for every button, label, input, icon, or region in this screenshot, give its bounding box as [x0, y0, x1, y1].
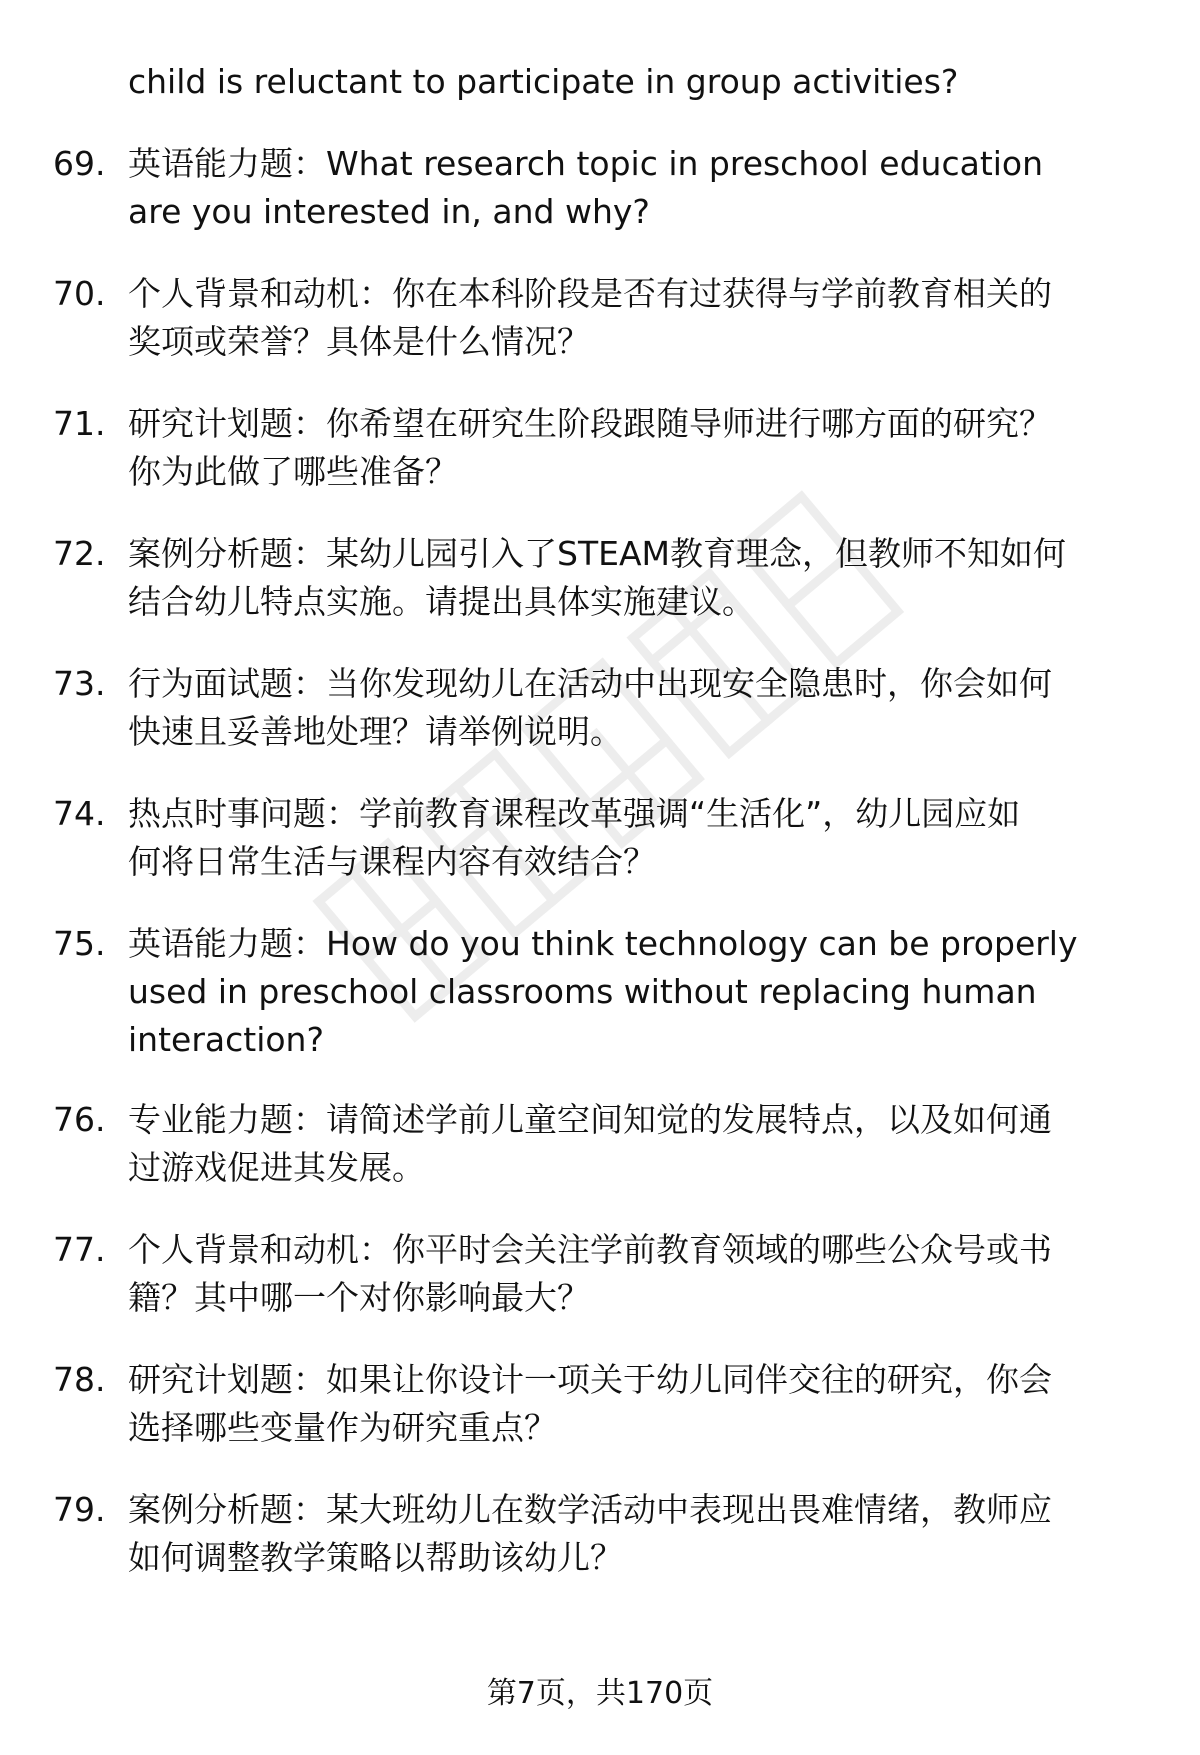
question-text-line: 案例分析题：某幼儿园引入了STEAM教育理念，但教师不知如何 [128, 534, 1067, 573]
question-item [0, 920, 1200, 1064]
question-item [0, 140, 1200, 236]
question-text [128, 1486, 1148, 1582]
question-number: 73. [53, 664, 106, 703]
question-item [0, 1356, 1200, 1452]
question-item [0, 1096, 1200, 1192]
question-item [0, 660, 1200, 756]
question-list [0, 140, 1200, 1616]
question-text-line: 过游戏促进其发展。 [128, 1148, 425, 1187]
question-text-line: interaction? [128, 1020, 324, 1059]
question-text-line: 行为面试题：当你发现幼儿在活动中出现安全隐患时，你会如何 [128, 664, 1052, 703]
question-text-line: 热点时事问题：学前教育课程改革强调“生活化”，幼儿园应如 [128, 794, 1021, 833]
question-text [128, 530, 1148, 626]
question-text [128, 140, 1148, 236]
question-number: 75. [53, 924, 106, 963]
question-text-line: 你为此做了哪些准备？ [128, 452, 458, 491]
question-text-line: are you interested in, and why? [128, 192, 650, 231]
question-text-line: 奖项或荣誉？具体是什么情况？ [128, 322, 590, 361]
question-item [0, 400, 1200, 496]
question-number: 69. [53, 144, 106, 183]
question-text [128, 270, 1148, 366]
question-text-line: 籍？其中哪一个对你影响最大？ [128, 1278, 590, 1317]
question-number: 70. [53, 274, 106, 313]
question-text-line: 如何调整教学策略以帮助该幼儿？ [128, 1538, 623, 1577]
question-text-line: used in preschool classrooms without replacing human [128, 972, 1037, 1011]
question-text-line: 专业能力题：请简述学前儿童空间知觉的发展特点，以及如何通 [128, 1100, 1052, 1139]
page-footer: 第7页，共170页 [486, 1676, 714, 1711]
question-text [128, 660, 1148, 756]
question-text-line: 研究计划题：你希望在研究生阶段跟随导师进行哪方面的研究？ [128, 404, 1052, 443]
question-number: 76. [53, 1100, 106, 1139]
question-text [128, 1096, 1148, 1192]
continuation-line: child is reluctant to participate in group activities? [128, 62, 959, 101]
question-text-line: 结合幼儿特点实施。请提出具体实施建议。 [128, 582, 755, 621]
question-item [0, 1226, 1200, 1322]
question-text-line: 选择哪些变量作为研究重点？ [128, 1408, 557, 1447]
question-number: 78. [53, 1360, 106, 1399]
question-text-line: 个人背景和动机：你平时会关注学前教育领域的哪些公众号或书 [128, 1230, 1052, 1269]
question-text [128, 920, 1148, 1064]
question-item [0, 790, 1200, 886]
question-text [128, 790, 1148, 886]
question-number: 79. [53, 1490, 106, 1529]
question-text-line: 何将日常生活与课程内容有效结合？ [128, 842, 656, 881]
question-text-line: 研究计划题：如果让你设计一项关于幼儿同伴交往的研究，你会 [128, 1360, 1052, 1399]
question-number: 77. [53, 1230, 106, 1269]
question-text [128, 1356, 1148, 1452]
question-number: 71. [53, 404, 106, 443]
question-text-line: 快速且妥善地处理？请举例说明。 [128, 712, 623, 751]
question-text-line: 案例分析题：某大班幼儿在数学活动中表现出畏难情绪，教师应 [128, 1490, 1052, 1529]
question-item [0, 270, 1200, 366]
question-text [128, 400, 1148, 496]
question-number: 74. [53, 794, 106, 833]
question-item [0, 530, 1200, 626]
question-item [0, 1486, 1200, 1582]
question-text-line: 个人背景和动机：你在本科阶段是否有过获得与学前教育相关的 [128, 274, 1052, 313]
question-text [128, 1226, 1148, 1322]
question-number: 72. [53, 534, 106, 573]
question-text-line: 英语能力题：How do you think technology can be properly [128, 924, 1078, 963]
question-text-line: 英语能力题：What research topic in preschool education [128, 144, 1044, 183]
